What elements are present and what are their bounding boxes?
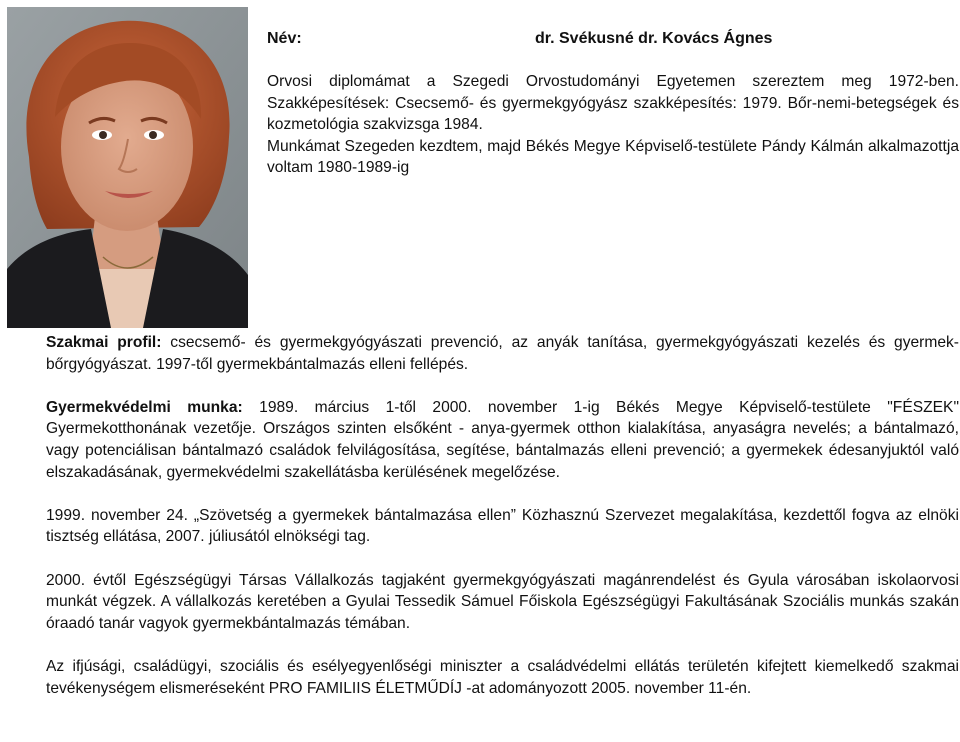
professional-profile-paragraph (46, 332, 959, 375)
intro-text (267, 71, 959, 179)
name-value: dr. Svékusné dr. Kovács Ágnes (535, 30, 773, 47)
award-paragraph: Az ifjúsági, családügyi, szociális és esélyegyenlőségi miniszter a családvédelmi ellátás területén kifejtett kiemelkedő szakmai tevékenységem elismeréseként PRO FAMILIIS ÉLETMŰDÍJ -at adományozott 2005. november 11-én. (46, 657, 959, 697)
portrait-photo (7, 7, 248, 328)
education-line: Orvosi diplomámat a Szegedi Orvostudományi Egyetemen szereztem meg 1972-ben. (267, 73, 959, 90)
profile-header (267, 28, 959, 179)
child-protection-text: 1989. március 1-től 2000. november 1-ig Békés Megye Képviselő-testülete "FÉSZEK" Gyermekotthonának vezetője. Országos szinten elsőként - anya-gyermek otthon kialakítása, anyaságra nevelés; a bántalmazó, vagy potenciálisan bántalmazó családok felvilágosítása, segítése, bántalmazás elleni prevenció; a gyermekek édesanyjuktól való elszakadásának, gyermekvédelmi szakellátásba kerülésének megelőzése. (46, 398, 959, 481)
professional-profile-text: csecsemő- és gyermekgyógyászati prevenció, az anyák tanítása, gyermekgyógyászati kezelés és gyermek-bőrgyógyászat. 1997-től gyermekbántalmazás elleni fellépés. (46, 334, 960, 373)
biography-body (46, 332, 959, 699)
employment-line: Munkámat Szegeden kezdtem, majd Békés Megye Képviselő-testülete Pándy Kálmán alkalmazottja voltam 1980-1989-ig (267, 137, 959, 177)
child-protection-paragraph (46, 397, 959, 483)
child-protection-label: Gyermekvédelmi munka: (46, 398, 243, 416)
professional-profile-label: Szakmai profil: (46, 334, 162, 351)
name-label: Név: (267, 30, 302, 47)
portrait-illustration (7, 7, 248, 328)
alliance-paragraph: 1999. november 24. „Szövetség a gyermekek bántalmazása ellen” Közhasznú Szervezet megalakítása, kezdettől fogva az elnöki tisztség ellátása, 2007. júliusától elnökségi tag. (46, 506, 959, 546)
name-row (267, 28, 959, 50)
qualifications-line: Szakképesítések: Csecsemő- és gyermekgyógyász szakképesítés: 1979. Bőr-nemi-betegségek és kozmetológia szakvizsga 1984. (267, 94, 959, 134)
practice-paragraph: 2000. évtől Egészségügyi Társas Vállalkozás tagjaként gyermekgyógyászati magánrendelést és Gyula városában iskolaorvosi munkát végzek. A vállalkozás keretében a Gyulai Tessedik Sámuel Főiskola Egészségügyi Fakultásának Szociális munkás szakán óraadó tanár vagyok gyermekbántalmazás témában. (46, 571, 959, 632)
